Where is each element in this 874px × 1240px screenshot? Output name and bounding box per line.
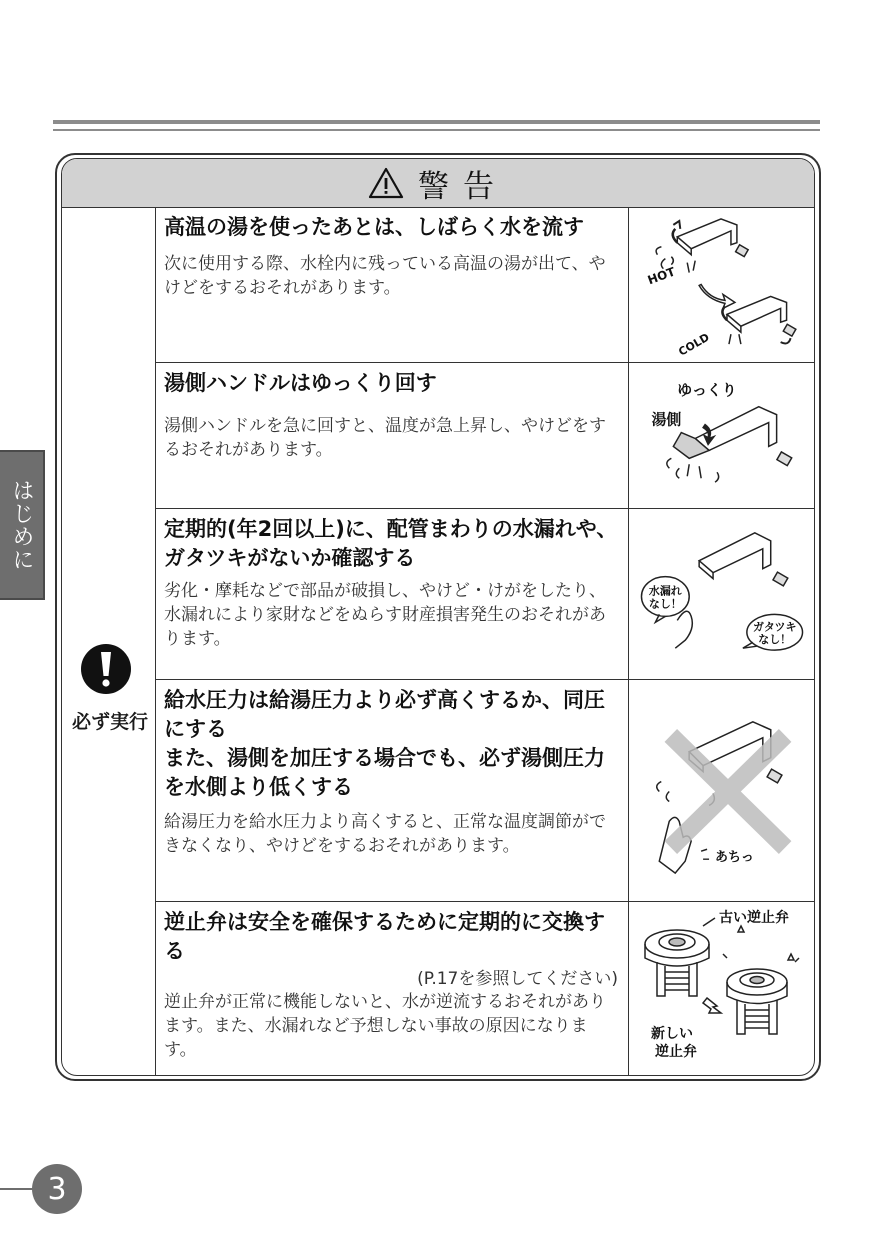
wobble-label-2: なし！ bbox=[758, 633, 792, 647]
top-rule bbox=[53, 120, 820, 124]
warning-title: 警告 bbox=[418, 168, 508, 205]
leak-label-2: なし！ bbox=[648, 597, 682, 611]
row-3-figure bbox=[629, 509, 815, 679]
mandatory-exclamation-icon bbox=[80, 643, 132, 695]
warning-row-2 bbox=[156, 363, 815, 509]
leak-label-1: 水漏れ bbox=[648, 584, 682, 598]
warning-row-1 bbox=[156, 207, 815, 363]
row-5-text bbox=[156, 902, 629, 1076]
new-valve-label-2: 逆止弁 bbox=[655, 1044, 697, 1060]
row-3-heading: 定期的(年2回以上)に、配管まわりの水漏れや、ガタツキがないか確認する bbox=[164, 517, 618, 570]
inspection-faucet-illustration bbox=[629, 509, 815, 679]
pressure-prohibited-illustration bbox=[629, 680, 815, 901]
row-2-figure bbox=[629, 363, 815, 508]
row-2-body: 湯側ハンドルを急に回すと、温度が急上昇し、やけどをするおそれがあります。 bbox=[164, 416, 606, 460]
row-5-body: 逆止弁が正常に機能しないと、水が逆流するおそれがあります。また、水漏れなど予想しない事故の原因になります。 bbox=[164, 992, 606, 1060]
warning-row-5 bbox=[156, 902, 815, 1076]
hot-side-label: 湯側 bbox=[651, 410, 682, 429]
row-1-heading: 高温の湯を使ったあとは、しばらく水を流す bbox=[164, 215, 584, 239]
row-4-text bbox=[156, 680, 629, 901]
must-do-label: 必ず実行 bbox=[71, 711, 148, 733]
cold-label: COLD bbox=[676, 330, 712, 359]
hot-to-cold-faucet-illustration bbox=[629, 207, 815, 362]
warning-row-4 bbox=[156, 680, 815, 902]
top-rule-thin bbox=[53, 129, 820, 131]
hot-label: HOT bbox=[645, 264, 678, 288]
old-valve-label: 古い逆止弁 bbox=[719, 910, 789, 926]
row-2-heading: 湯側ハンドルはゆっくり回す bbox=[164, 371, 437, 395]
wobble-label-1: ガタツキ bbox=[753, 620, 797, 634]
new-valve-label-1: 新しい bbox=[651, 1026, 693, 1042]
row-1-text bbox=[156, 207, 629, 362]
check-valve-replacement-illustration bbox=[629, 902, 815, 1076]
warning-triangle-icon bbox=[368, 167, 404, 199]
row-4-body: 給湯圧力を給水圧力より高くすると、正常な温度調節ができなくなり、やけどをするおそれがあります。 bbox=[164, 812, 606, 856]
warning-header bbox=[62, 159, 814, 208]
page-number-line bbox=[0, 1188, 34, 1190]
page-number: 3 bbox=[32, 1164, 82, 1214]
row-3-text bbox=[156, 509, 629, 679]
section-tab-label: はじめに bbox=[9, 479, 34, 571]
warning-box bbox=[61, 158, 815, 1076]
row-5-heading: 逆止弁は安全を確保するために定期的に交換する bbox=[164, 910, 605, 963]
row-5-reference: (P.17を参照してください) bbox=[417, 969, 618, 989]
row-1-figure bbox=[629, 207, 815, 362]
row-5-figure bbox=[629, 902, 815, 1076]
row-2-text bbox=[156, 363, 629, 508]
row-4-heading-2: また、湯側を加圧する場合でも、必ず湯側圧力を水側より低くする bbox=[164, 746, 605, 799]
row-1-body: 次に使用する際、水栓内に残っている高温の湯が出て、やけどをするおそれがあります。 bbox=[164, 254, 606, 298]
row-4-figure bbox=[629, 680, 815, 901]
row-4-heading-1: 給水圧力は給湯圧力より必ず高くするか、同圧にする bbox=[164, 688, 605, 741]
slow-turn-faucet-illustration bbox=[629, 363, 815, 508]
section-tab bbox=[0, 450, 45, 600]
warning-row-3 bbox=[156, 509, 815, 680]
row-3-body: 劣化・摩耗などで部品が破損し、やけど・けがをしたり、水漏れにより家財などをぬらす財産損害発生のおそれがあります。 bbox=[164, 581, 606, 649]
slow-label: ゆっくり bbox=[677, 380, 737, 399]
must-do-column bbox=[62, 207, 156, 1076]
hot-exclaim-label: あちっ bbox=[715, 850, 754, 866]
